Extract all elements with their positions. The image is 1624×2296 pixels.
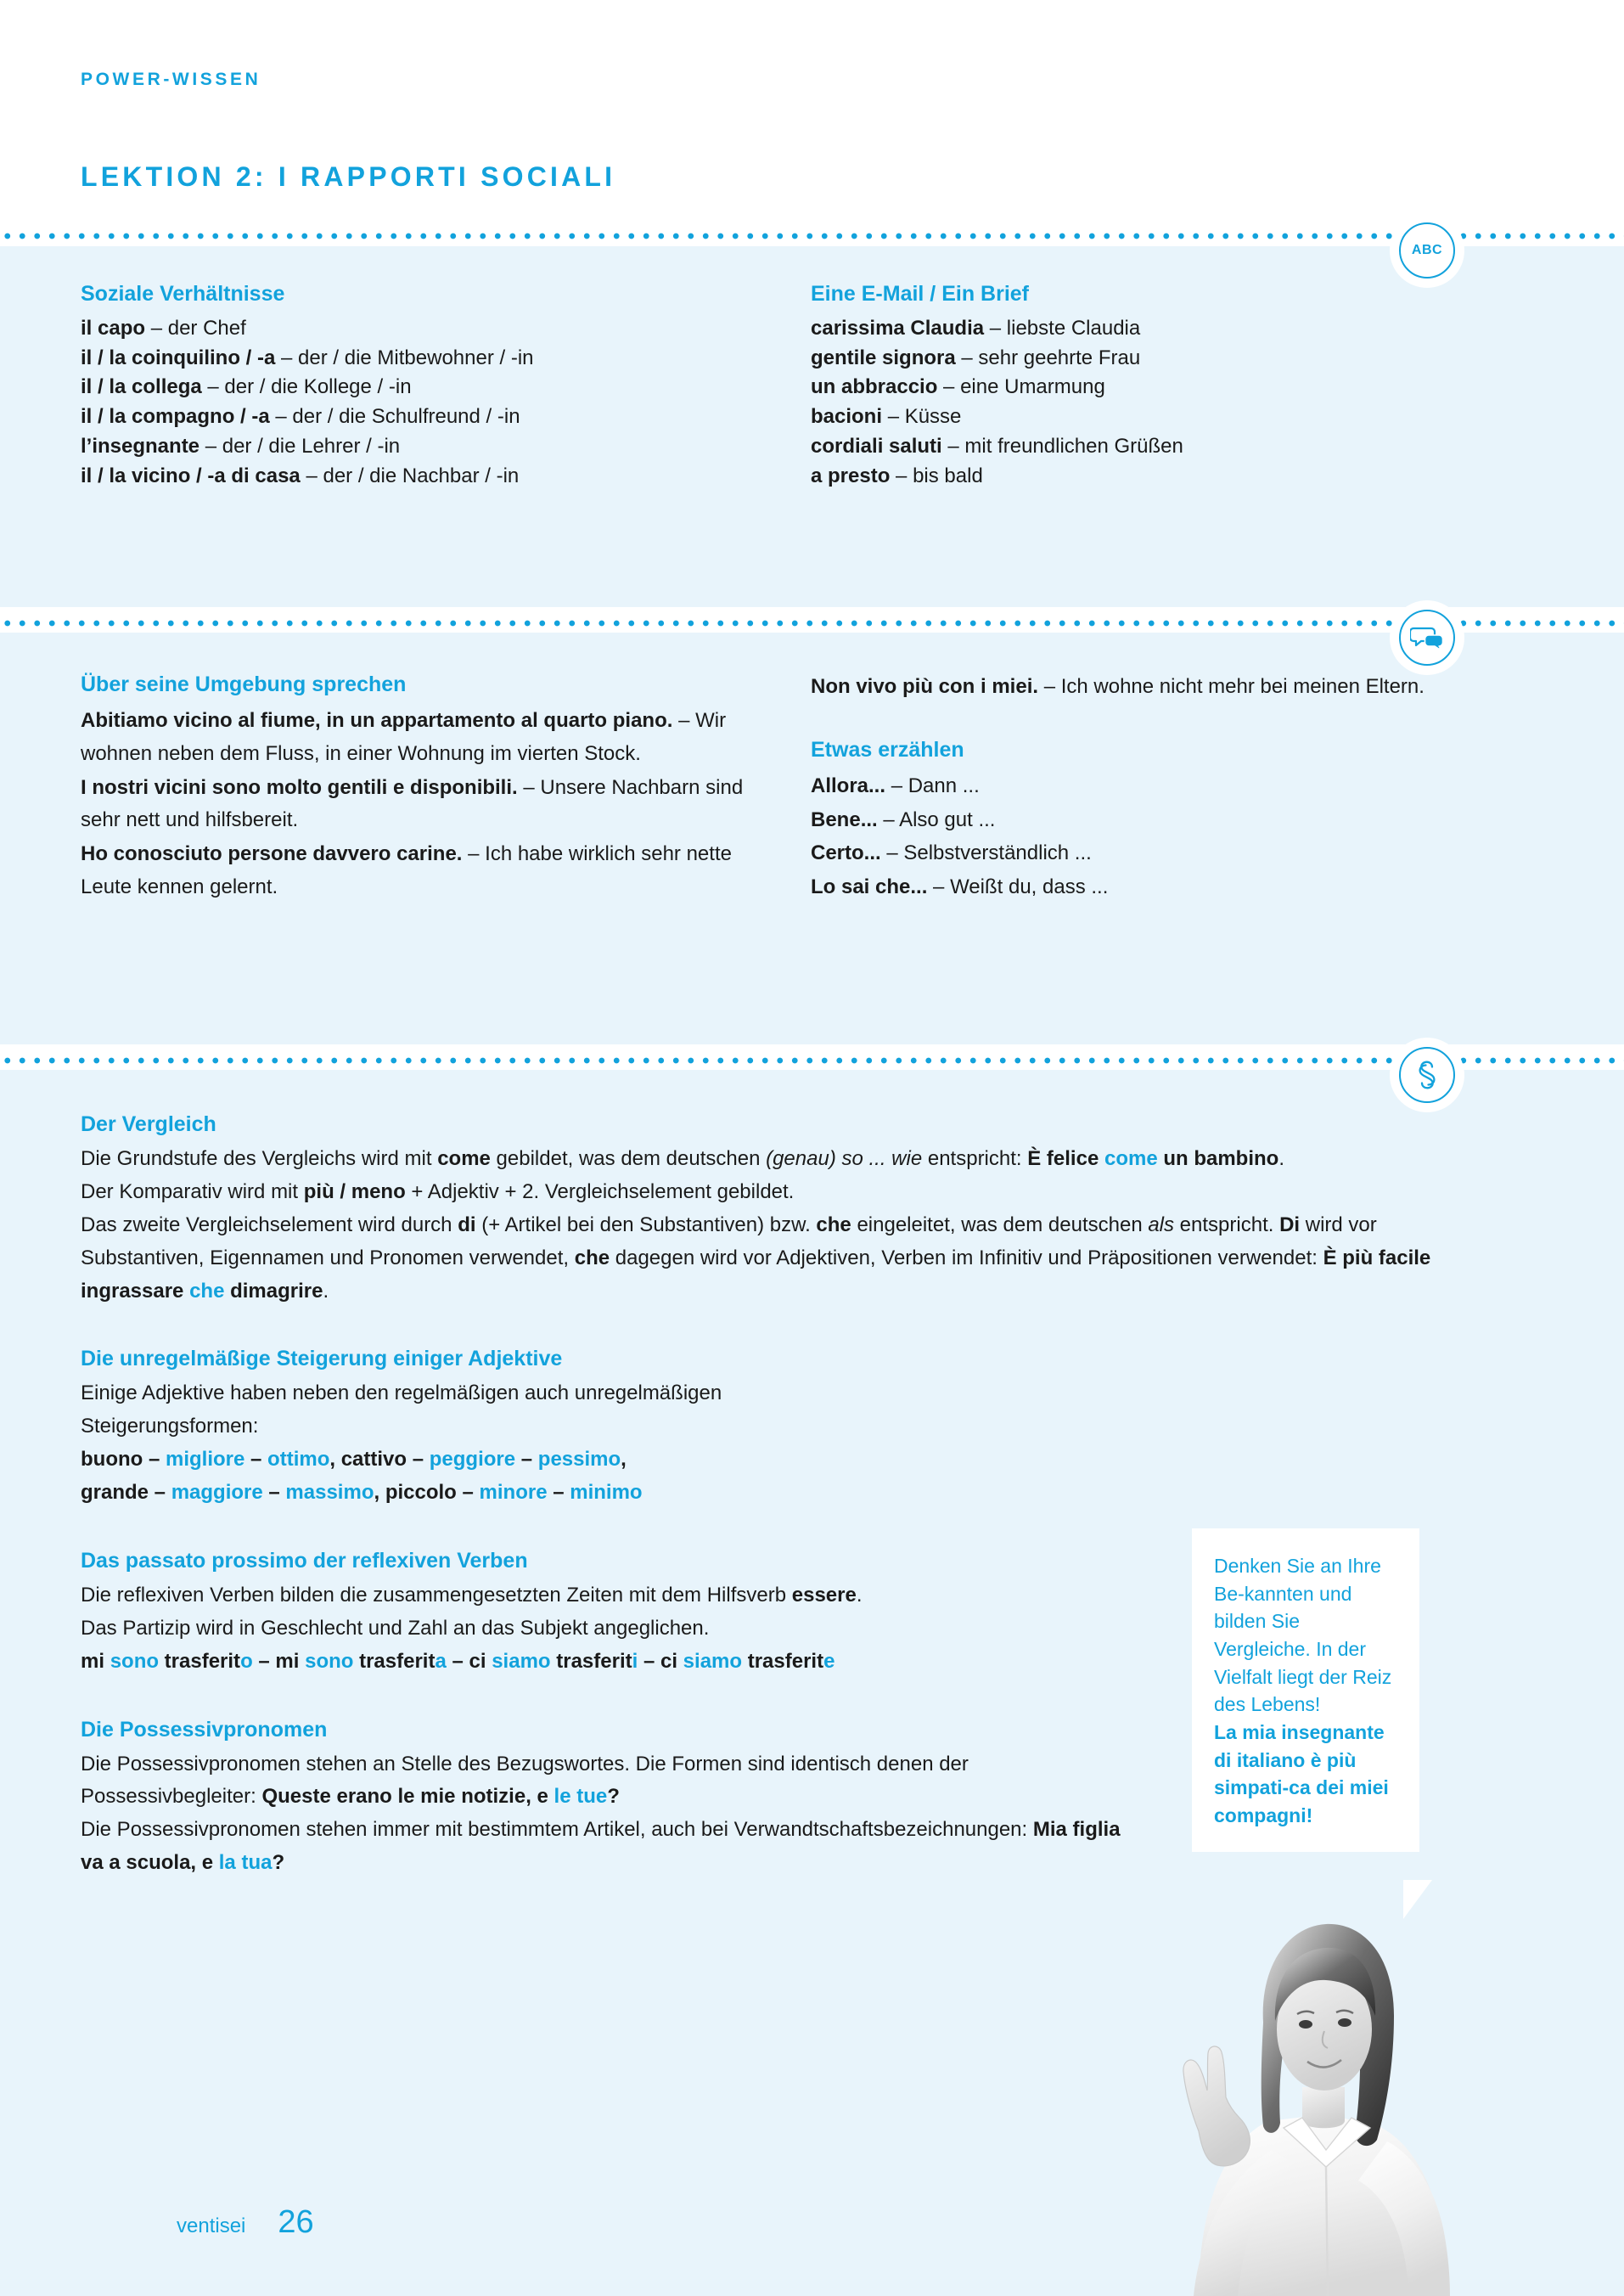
- text-run: wird vor Substantiven, Eigennamen und Pronomen verwendet,: [81, 1213, 1377, 1269]
- passato-form-highlight: siamo: [683, 1649, 743, 1673]
- text-run: .: [856, 1583, 863, 1607]
- text-run: Der Komparativ wird mit: [81, 1179, 304, 1203]
- steigerung-row: [81, 1443, 1473, 1477]
- vocab-entry: [811, 432, 1481, 462]
- passato-form-plain: – ci: [446, 1649, 492, 1673]
- steigerung-term-plain: ,: [329, 1448, 341, 1472]
- phrase-item: [81, 705, 785, 771]
- vocab-entry-de: – Küsse: [887, 405, 962, 429]
- passato-form-plain: – mi: [252, 1649, 306, 1673]
- text-run: Die reflexiven Verben bilden die zusammengesetzten Zeiten mit dem Hilfsverb: [81, 1583, 792, 1607]
- phrase-de: – Ich habe wirklich sehr nette Leute kennen gelernt.: [81, 842, 732, 899]
- vocab-entry-it: a presto: [811, 464, 891, 487]
- passato-form-highlight: sono: [110, 1649, 160, 1673]
- phrase-de: – Weißt du, dass ...: [927, 875, 1109, 899]
- vocab-entry-it: gentile signora: [811, 346, 956, 369]
- passato-form-highlight: a: [435, 1649, 447, 1673]
- passato-form-highlight: o: [240, 1649, 253, 1673]
- vocab-right-heading: Eine E-Mail / Ein Brief: [811, 282, 1029, 306]
- phrase-de: – Selbstverständlich ...: [880, 841, 1092, 865]
- steigerung-term-highlight: pessimo: [537, 1448, 621, 1472]
- text-run-highlight: la tua: [218, 1851, 273, 1875]
- vocab-entry-it: bacioni: [811, 405, 883, 429]
- phrase-de: – Also gut ...: [877, 808, 996, 831]
- text-run: + Adjektiv + 2. Vergleichselement gebildet.: [405, 1179, 795, 1203]
- passato-form-highlight: sono: [305, 1649, 354, 1673]
- vocab-entry-de: – eine Umarmung: [943, 375, 1105, 399]
- vocab-entry-it: il / la compagno / -a: [81, 405, 270, 429]
- tip-callout: [1192, 1528, 1419, 1852]
- steigerung-term-highlight: migliore: [166, 1448, 245, 1472]
- vocab-entry-de: – der / die Lehrer / -in: [205, 434, 401, 458]
- text-run: eingeleitet, was dem deutschen: [851, 1213, 1149, 1236]
- page-number: 26: [278, 2204, 314, 2240]
- tip-callout-tail: [1403, 1880, 1432, 1919]
- tip-example-sentence: La mia insegnante di italiano è più simpati-ca dei miei compagni!: [1214, 1720, 1389, 1826]
- text-run-bold: È felice: [1027, 1147, 1104, 1170]
- text-run-bold: Mia figlia va a scuola, e: [81, 1818, 1121, 1875]
- phrase-de: – Dann ...: [885, 774, 980, 797]
- steigerung-term-plain: –: [262, 1481, 286, 1504]
- steigerung-term-plain: –: [244, 1448, 268, 1472]
- vocab-entry: [811, 373, 1481, 402]
- vocab-entry-de: – der / die Schulfreund / -in: [275, 405, 520, 429]
- phrase-item: [811, 804, 1481, 837]
- phrases-left-heading: Über seine Umgebung sprechen: [81, 672, 407, 696]
- vocab-entry-de: – der / die Nachbar / -in: [306, 464, 520, 487]
- phrase-it: Lo sai che...: [811, 875, 928, 899]
- text-run: Die Grundstufe des Vergleichs wird mit: [81, 1147, 438, 1170]
- vocab-entry: [811, 402, 1481, 432]
- passato-form-highlight: e: [823, 1649, 835, 1673]
- text-run-bold: Di: [1279, 1213, 1301, 1236]
- steigerung-term-highlight: minimo: [570, 1481, 643, 1504]
- grammar-heading-possessiv: Die Possessivpronomen: [81, 1717, 328, 1742]
- steigerung-term-plain: –: [515, 1448, 538, 1472]
- tip-text: Denken Sie an Ihre Be-kannten und bilden Sie Vergleiche. In der Vielfalt liegt der Reiz des Lebens!: [1214, 1555, 1392, 1716]
- vocab-entry-it: il / la collega: [81, 375, 202, 399]
- text-run-highlight: come: [1104, 1147, 1158, 1170]
- page-number-word: ventisei: [177, 2214, 246, 2237]
- steigerung-term-highlight: ottimo: [267, 1448, 330, 1472]
- text-run: entspricht:: [922, 1147, 1028, 1170]
- steigerung-term-plain: grande: [81, 1481, 149, 1504]
- grammar-paragraph: Das Partizip wird in Geschlecht und Zahl an das Subjekt angeglichen.: [81, 1616, 710, 1640]
- vocab-entry-de: – bis bald: [896, 464, 983, 487]
- phrase-de: – Wir wohnen neben dem Fluss, in einer Wohnung im vierten Stock.: [81, 708, 727, 765]
- passato-form-highlight: i: [632, 1649, 638, 1673]
- phrase-item: [81, 772, 785, 838]
- text-run: Die Possessivpronomen stehen immer mit bestimmtem Artikel, auch bei Verwandtschaftsbezeichnungen:: [81, 1818, 1033, 1842]
- text-run: dagegen wird vor Adjektiven, Verben im Infinitiv und Präpositionen verwendet:: [610, 1246, 1323, 1269]
- vocab-entry-it: il / la coinquilino / -a: [81, 346, 276, 369]
- text-run-highlight: che: [189, 1279, 225, 1303]
- vocab-entry: [811, 462, 1481, 492]
- grammar-heading-passato: Das passato prossimo der reflexiven Verben: [81, 1548, 528, 1573]
- phrase-it: Non vivo più con i miei.: [811, 675, 1039, 698]
- phrase-it: Certo...: [811, 841, 881, 865]
- dotted-divider-1: [0, 231, 1624, 241]
- page-title: LEKTION 2: I RAPPORTI SOCIALI: [81, 161, 616, 192]
- grammar-heading-vergleich: Der Vergleich: [81, 1112, 216, 1136]
- text-run-bold: di: [458, 1213, 476, 1236]
- vocab-entry-de: – der / die Mitbewohner / -in: [281, 346, 534, 369]
- passato-form-highlight: siamo: [492, 1649, 551, 1673]
- presenter-photo: [1071, 1895, 1496, 2296]
- passato-form-plain: trasferit: [353, 1649, 436, 1673]
- grammar-paragraph: [81, 1143, 1473, 1176]
- grammar-paragraph: [81, 1209, 1473, 1308]
- vocab-entry-it: cordiali saluti: [811, 434, 942, 458]
- paragraph-section-icon: [1399, 1047, 1455, 1103]
- steigerung-term-plain: piccolo: [385, 1481, 457, 1504]
- steigerung-term-plain: buono: [81, 1448, 143, 1472]
- grammar-paragraph: [81, 1176, 1473, 1209]
- steigerung-term-plain: –: [149, 1481, 171, 1504]
- phrases-right-heading: Etwas erzählen: [811, 737, 964, 762]
- phrase-it: Allora...: [811, 774, 886, 797]
- vocab-entry-it: il / la vicino / -a di casa: [81, 464, 301, 487]
- vocab-entry: [81, 402, 785, 432]
- text-run: Das zweite Vergleichselement wird durch: [81, 1213, 458, 1236]
- text-run: .: [323, 1279, 329, 1303]
- speech-bubbles-icon: [1399, 610, 1455, 666]
- text-run-bold: che: [574, 1246, 610, 1269]
- vocab-entry-it: carissima Claudia: [811, 316, 985, 340]
- grammar-paragraph: [81, 1814, 1138, 1880]
- phrase-it: Bene...: [811, 808, 878, 831]
- vocab-right-column: [811, 280, 1481, 492]
- passato-form-plain: trasferit: [550, 1649, 632, 1673]
- vocab-entry: [81, 373, 785, 402]
- grammar-heading-steigerung: Die unregelmäßige Steigerung einiger Adjektive: [81, 1347, 563, 1371]
- steigerung-term-highlight: maggiore: [171, 1481, 263, 1504]
- phrase-item-lead: [811, 671, 1481, 704]
- steigerung-term-highlight: massimo: [285, 1481, 374, 1504]
- steigerung-row: [81, 1477, 1473, 1510]
- vocab-entry: [81, 432, 785, 462]
- vocab-entry-it: un abbraccio: [811, 375, 938, 399]
- dotted-divider-3: [0, 1055, 1624, 1066]
- phrase-item: [811, 871, 1481, 904]
- text-run-bold: ?: [607, 1785, 620, 1809]
- text-run: Die Possessivpronomen stehen an Stelle des Bezugswortes. Die Formen sind identisch denen der Possessivbegleiter:: [81, 1752, 969, 1809]
- text-run-italic: als: [1148, 1213, 1175, 1236]
- phrase-it: Abitiamo vicino al fiume, in un appartamento al quarto piano.: [81, 708, 673, 732]
- passato-form-plain: mi: [81, 1649, 110, 1673]
- vocab-entry-de: – der / die Kollege / -in: [207, 375, 412, 399]
- text-run-italic: (genau) so ... wie: [766, 1147, 923, 1170]
- vocab-entry-de: – der Chef: [150, 316, 246, 340]
- text-run-bold: più / meno: [303, 1179, 406, 1203]
- vocab-entry-de: – liebste Claudia: [989, 316, 1141, 340]
- steigerung-term-plain: ,: [374, 1481, 385, 1504]
- vocab-entry-it: l’insegnante: [81, 434, 200, 458]
- vocab-left-heading: Soziale Verhältnisse: [81, 282, 285, 306]
- steigerung-term-plain: –: [456, 1481, 480, 1504]
- vocab-entry-it: il capo: [81, 316, 146, 340]
- grammar-paragraph: [81, 1748, 1138, 1815]
- phrases-left-column: [81, 671, 785, 905]
- phrase-item: [811, 770, 1481, 803]
- grammar-paragraph: Einige Adjektive haben neben den regelmäßigen auch unregelmäßigen: [81, 1382, 722, 1405]
- vocab-left-column: [81, 280, 785, 492]
- text-run: gebildet, was dem deutschen: [490, 1147, 767, 1170]
- text-run-bold: che: [816, 1213, 851, 1236]
- vocab-entry: [811, 344, 1481, 374]
- phrases-right-column: [811, 671, 1481, 905]
- text-run: entspricht.: [1174, 1213, 1280, 1236]
- phrase-it: I nostri vicini sono molto gentili e disponibili.: [81, 775, 518, 799]
- passato-form-plain: trasferit: [742, 1649, 824, 1673]
- vocab-entry: [81, 344, 785, 374]
- text-run-bold: come: [437, 1147, 491, 1170]
- abc-icon: ABC: [1399, 222, 1455, 279]
- text-run-bold: un bambino: [1157, 1147, 1279, 1170]
- steigerung-term-plain: –: [407, 1448, 430, 1472]
- phrase-de: – Ich wohne nicht mehr bei meinen Eltern.: [1038, 675, 1425, 698]
- passato-form-plain: – ci: [638, 1649, 683, 1673]
- text-run: .: [1278, 1147, 1284, 1170]
- vocab-entry: [81, 314, 785, 344]
- vocab-entry-de: – sehr geehrte Frau: [961, 346, 1141, 369]
- text-run-bold: dimagrire: [224, 1279, 323, 1303]
- vocab-entry-de: – mit freundlichen Grüßen: [947, 434, 1183, 458]
- phrase-item: [81, 838, 785, 904]
- phrase-de: – Unsere Nachbarn sind sehr nett und hilfsbereit.: [81, 775, 744, 832]
- grammar-paragraph: Steigerungsformen:: [81, 1415, 259, 1438]
- kicker-power-wissen: POWER-WISSEN: [81, 70, 261, 89]
- steigerung-term-highlight: minore: [479, 1481, 548, 1504]
- text-run: (+ Artikel bei den Substantiven) bzw.: [475, 1213, 817, 1236]
- steigerung-term-plain: –: [547, 1481, 570, 1504]
- text-run-bold: È più facile ingrassare: [81, 1246, 1431, 1303]
- steigerung-term-plain: –: [143, 1448, 166, 1472]
- passato-form-plain: trasferit: [159, 1649, 241, 1673]
- steigerung-term-plain: cattivo: [340, 1448, 407, 1472]
- phrase-it: Ho conosciuto persone davvero carine.: [81, 842, 463, 866]
- text-run-highlight: le tue: [554, 1785, 608, 1809]
- steigerung-term-highlight: peggiore: [429, 1448, 516, 1472]
- dotted-divider-2: [0, 618, 1624, 628]
- text-run-bold: Queste erano le mie notizie, e: [261, 1785, 554, 1809]
- steigerung-term-plain: ,: [621, 1448, 627, 1472]
- page-footer: [177, 2204, 314, 2241]
- vocab-entry: [81, 462, 785, 492]
- text-run-bold: essere: [791, 1583, 857, 1607]
- phrase-item: [811, 837, 1481, 870]
- text-run-bold: ?: [272, 1851, 285, 1875]
- vocab-entry: [811, 314, 1481, 344]
